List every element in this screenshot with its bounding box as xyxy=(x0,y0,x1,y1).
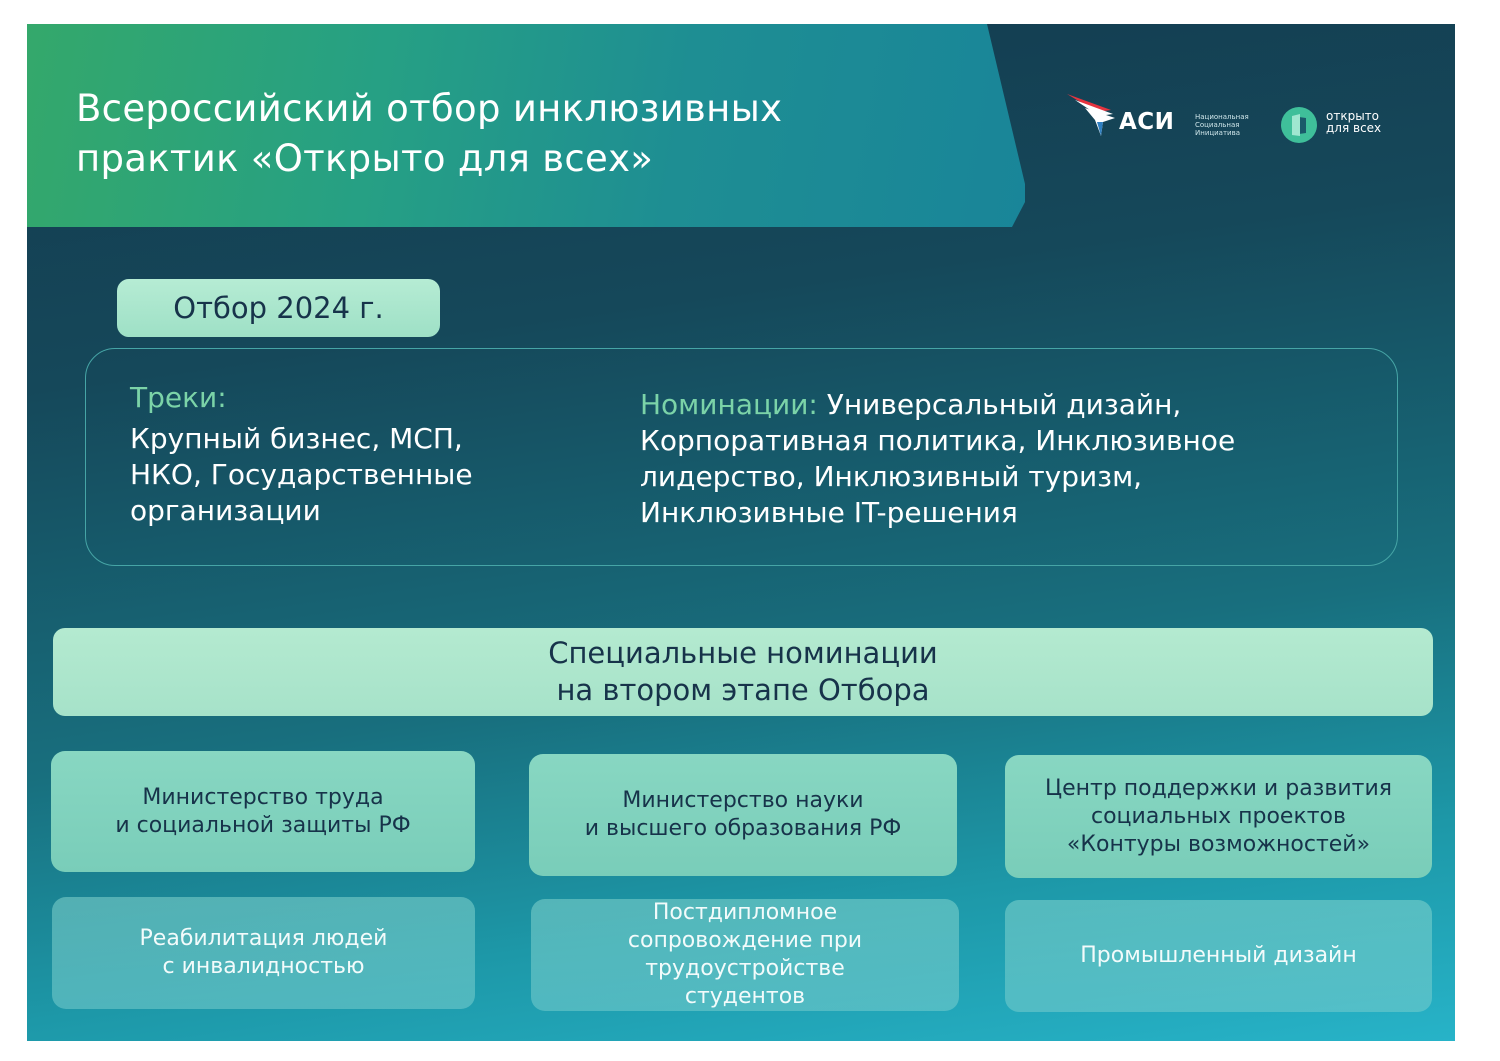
year-badge-label: Отбор 2024 г. xyxy=(173,291,384,325)
special-nomination-label: Постдипломное сопровождение при трудоустройстве студентов xyxy=(627,900,863,1009)
slide xyxy=(27,24,1455,1041)
special-nomination-label: Министерство науки и высшего образования РФ xyxy=(584,788,902,841)
year-badge xyxy=(117,279,440,337)
open-for-all-logo-icon xyxy=(1280,106,1318,144)
open-for-all-logo xyxy=(1280,106,1420,146)
asi-logo xyxy=(1067,92,1257,138)
page-title: Всероссийский отбор инклюзивных практик «Открыто для всех» xyxy=(76,87,783,180)
open-for-all-logo-name: открыто для всех xyxy=(1326,109,1382,135)
asi-logo-icon xyxy=(1067,92,1123,138)
special-nomination-card xyxy=(51,751,475,872)
special-nomination-label: Реабилитация людей с инвалидностью xyxy=(139,926,388,979)
special-nomination-label: Министерство труда и социальной защиты РФ xyxy=(115,784,411,838)
special-nomination-label: Центр поддержки и развития социальных проектов «Контуры возможностей» xyxy=(1045,775,1392,857)
tracks-nominations-box xyxy=(85,348,1398,566)
special-nominations-header xyxy=(53,628,1433,716)
asi-logo-name: АСИ xyxy=(1119,109,1175,135)
special-nomination-card xyxy=(52,897,475,1009)
special-nominations-title: Специальные номинации на втором этапе Отбора xyxy=(548,636,938,707)
special-nomination-card xyxy=(1005,755,1432,878)
special-nomination-label: Промышленный дизайн xyxy=(1080,943,1357,968)
asi-logo-subtitle: Национальная Социальная Инициатива xyxy=(1195,113,1249,137)
nominations-value: Универсальный дизайн, Корпоративная политика, Инклюзивное лидерство, Инклюзивный туризм, Инклюзивные IT-решения xyxy=(640,388,1236,529)
special-nomination-card xyxy=(531,899,959,1011)
tracks-value: Крупный бизнес, МСП, НКО, Государственные организации xyxy=(130,422,473,527)
nominations-text xyxy=(640,387,1360,531)
special-nomination-card xyxy=(529,754,957,876)
special-nomination-card xyxy=(1005,900,1432,1012)
tracks-label: Треки: xyxy=(130,381,227,414)
nominations-label: Номинации: xyxy=(640,388,818,421)
